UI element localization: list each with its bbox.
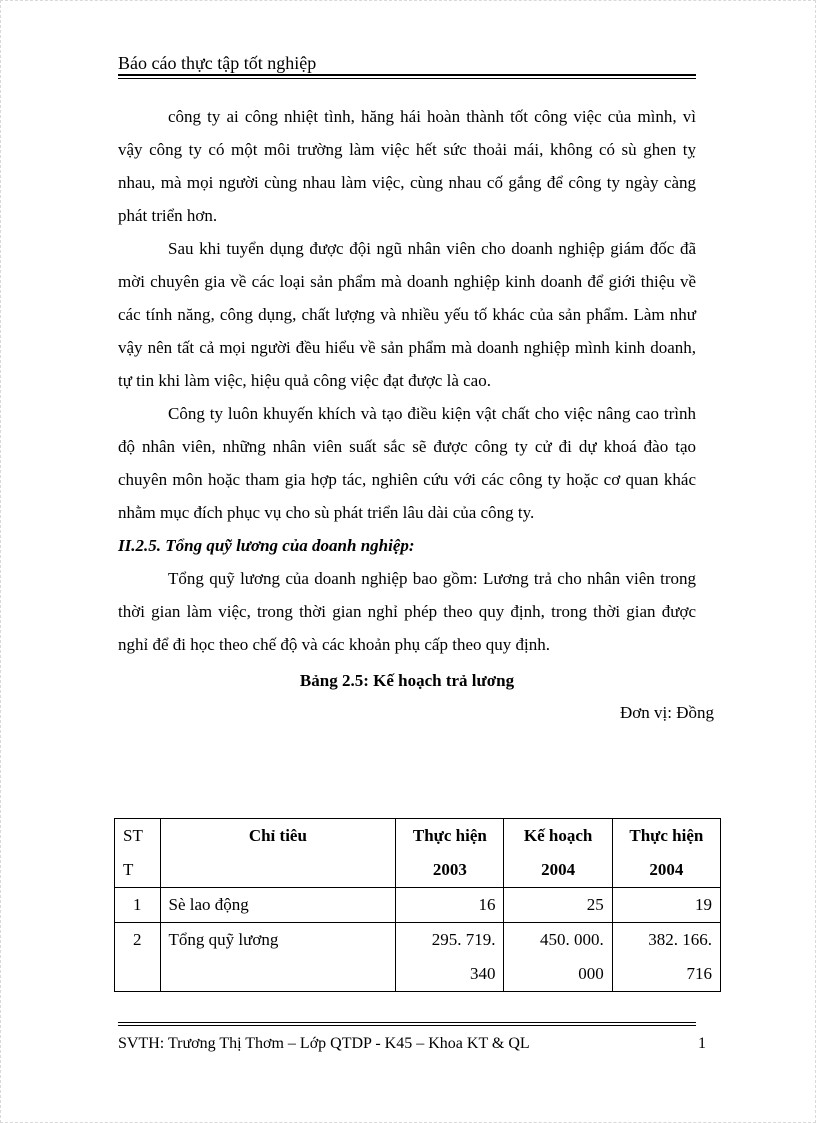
row2-v3 xyxy=(612,923,720,992)
row2-v3-line2: 716 xyxy=(686,964,712,983)
table-row xyxy=(115,923,721,992)
header-stt xyxy=(115,819,161,888)
header-rule xyxy=(118,74,696,76)
header-col2 xyxy=(504,819,612,888)
row2-v3-line1: 382. 166. xyxy=(648,930,712,949)
paragraph-3: Công ty luôn khuyến khích và tạo điều kiện vật chất cho việc nâng cao trình độ nhân viên, những nhân viên suất sắc sẽ được công ty cử đi dự khoá đào tạo chuyên môn hoặc tham gia hợp tác, nghiên cứu với các công ty hoặc cơ quan khác nhằm mục đích phục vụ cho sù phát triển lâu dài của công ty. xyxy=(118,404,696,522)
header-col3-line2: 2004 xyxy=(649,860,684,879)
footer-rule xyxy=(118,1022,696,1023)
header-col3 xyxy=(612,819,720,888)
header-rule-thin xyxy=(118,78,696,79)
header-title: Báo cáo thực tập tốt nghiệp xyxy=(118,53,317,73)
header-col2-line2: 2004 xyxy=(541,860,576,879)
page-footer xyxy=(118,1022,706,1056)
row2-v2 xyxy=(504,923,612,992)
salary-plan-table xyxy=(114,818,721,992)
table-header-row xyxy=(115,819,721,888)
header-col1-line1: Thực hiện xyxy=(412,826,487,845)
header-name-text: Chỉ tiêu xyxy=(248,826,307,845)
header-name xyxy=(160,819,396,888)
header-stt-line2: T xyxy=(123,860,134,879)
header-col1 xyxy=(396,819,504,888)
row2-stt: 2 xyxy=(115,923,161,992)
document-body xyxy=(118,100,714,727)
section-title: II.2.5. Tổng quỹ lương của doanh nghiệp: xyxy=(118,536,415,555)
page-header xyxy=(118,52,696,79)
row1-v1: 16 xyxy=(396,888,504,923)
footer-text: SVTH: Trương Thị Thơm – Lớp QTDP - K45 – Khoa KT & QL xyxy=(118,1035,530,1052)
footer-rule-2 xyxy=(118,1025,696,1026)
row1-v3: 19 xyxy=(612,888,720,923)
row2-v2-line1: 450. 000. xyxy=(539,930,604,949)
row1-stt: 1 xyxy=(115,888,161,923)
row2-name: Tổng quỹ lương xyxy=(160,923,396,992)
table-unit: Đơn vị: Đồng xyxy=(620,703,714,722)
row1-name: Sè lao động xyxy=(160,888,396,923)
page-number: 1 xyxy=(698,1035,706,1052)
table-caption: Bảng 2.5: Kế hoạch trả lương xyxy=(299,671,515,690)
table-row xyxy=(115,888,721,923)
header-stt-line1: ST xyxy=(123,826,143,845)
row2-v2-line2: 000 xyxy=(578,964,604,983)
section-paragraph: Tổng quỹ lương của doanh nghiệp bao gồm: Lương trả cho nhân viên trong thời gian làm việc, trong thời gian nghỉ phép theo quy định, trong thời gian được nghỉ để đi học theo chế độ và các khoản phụ cấp theo quy định. xyxy=(118,569,696,654)
row2-v1 xyxy=(396,923,504,992)
paragraph-1: công ty ai công nhiệt tình, hăng hái hoàn thành tốt công việc của mình, vì vậy công ty có một môi trường làm việc hết sức thoải mái, không có sù ghen tỵ nhau, mà mọi người cùng nhau làm việc, cùng nhau cố gắng để công ty ngày càng phát triển hơn. xyxy=(118,107,696,225)
header-col2-line1: Kế hoạch xyxy=(523,826,593,845)
header-col1-line2: 2003 xyxy=(432,860,467,879)
header-col3-line1: Thực hiện xyxy=(629,826,704,845)
footer-text-row xyxy=(118,1032,706,1056)
row2-v1-line1: 295. 719. xyxy=(431,930,496,949)
row2-v1-line2: 340 xyxy=(469,964,496,983)
paragraph-2: Sau khi tuyển dụng được đội ngũ nhân viên cho doanh nghiệp giám đốc đã mời chuyên gia về các loại sản phẩm mà doanh nghiệp kinh doanh để giới thiệu về các tính năng, công dụng, chất lượng và nhiều yếu tố khác của sản phẩm. Làm như vậy nên tất cả mọi người đều hiểu về sản phẩm mà doanh nghiệp mình kinh doanh, tự tin khi làm việc, hiệu quả công việc đạt được là cao. xyxy=(118,239,696,390)
row1-v2: 25 xyxy=(504,888,612,923)
